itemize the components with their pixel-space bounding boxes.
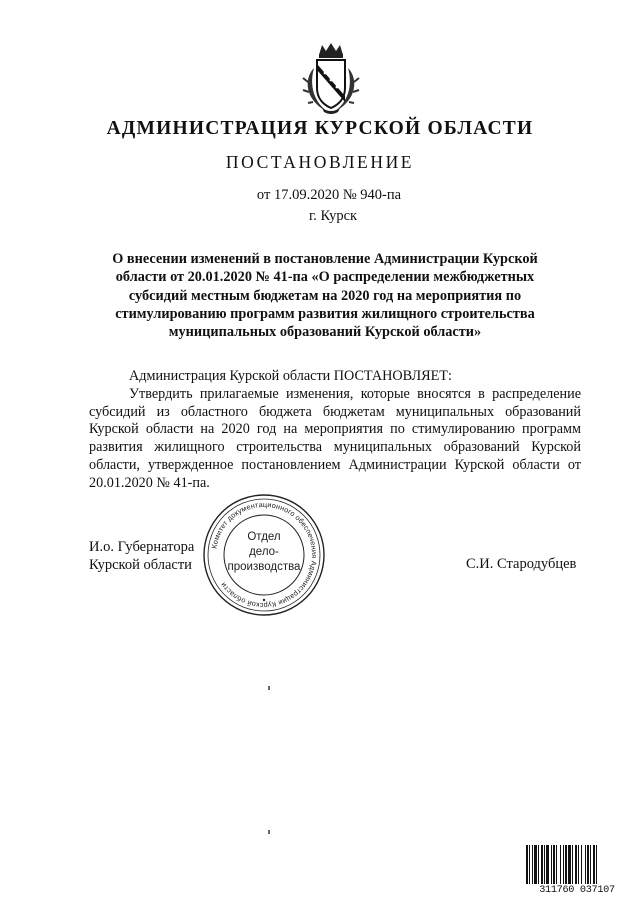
document-type: ПОСТАНОВЛЕНИЕ	[225, 152, 415, 172]
barcode-bar	[534, 845, 537, 885]
document-date-number: от 17.09.2020 № 940-па	[256, 187, 402, 203]
barcode-bar	[590, 845, 591, 885]
scan-mark	[268, 686, 270, 690]
signatory-position-line: И.о. Губернатора	[89, 539, 195, 555]
barcode-bar	[560, 845, 561, 885]
barcode-number: 311760 037107	[524, 884, 630, 897]
body-paragraph-main: Утвердить прилагаемые изменения, которые вносятся в распределение субсидий из областного бюджета бюджетам муниципальных образований Курской области на 2020 год на мероприятия по стимулированию программ развития жилищного строительства муниципальных образований Курской области, утвержденное постановлением Администрации Курской области от 20.01.2020 № 41-па.	[89, 385, 581, 491]
title-line: муниципальных образований Курской области»	[168, 324, 482, 341]
stamp-center-line: производства	[227, 561, 301, 573]
stamp-center-line: дело-	[249, 546, 279, 558]
barcode-bar	[572, 845, 573, 885]
barcode-bar	[593, 845, 595, 885]
barcode-bar	[563, 845, 564, 885]
barcode-bar	[546, 845, 549, 885]
barcode-bar	[553, 845, 555, 885]
document-city: г. Курск	[308, 208, 358, 224]
barcode-bar	[578, 845, 579, 885]
barcode-bar	[556, 845, 557, 885]
barcode-bar	[585, 845, 586, 885]
barcode-bar	[541, 845, 543, 885]
scan-mark	[268, 830, 270, 834]
signatory-name: С.И. Стародубцев	[466, 556, 577, 572]
barcode-bar	[581, 845, 582, 885]
title-line: О внесении изменений в постановление Администрации Курской	[112, 251, 538, 267]
coat-of-arms-emblem	[300, 42, 362, 116]
barcode-bar	[544, 845, 545, 885]
document-title	[98, 250, 552, 341]
body-paragraph-resolution: Администрация Курской области ПОСТАНОВЛЯЕТ:	[129, 368, 452, 384]
barcode-bar	[596, 845, 597, 885]
barcode-bar	[538, 845, 539, 885]
stamp-ring-text: Комитет документационного обеспечения Администрации Курской области	[209, 499, 320, 611]
barcode-bar	[568, 845, 571, 885]
signatory-position	[89, 538, 194, 574]
organization-name: АДМИНИСТРАЦИЯ КУРСКОЙ ОБЛАСТИ	[106, 118, 534, 139]
barcode-bar	[565, 845, 567, 885]
barcode-bar	[575, 845, 577, 885]
barcode-bar	[587, 845, 589, 885]
title-line: области от 20.01.2020 № 41-па «О распределении межбюджетных	[115, 269, 535, 286]
barcode-bar	[551, 845, 552, 885]
document-body	[89, 368, 581, 493]
signatory-position-line: Курской области	[89, 557, 192, 573]
barcode-bar	[526, 845, 528, 885]
title-line: субсидий местным бюджетам на 2020 год на мероприятия по	[128, 287, 522, 304]
stamp-center-line: Отдел	[247, 531, 281, 543]
barcode-bar	[529, 845, 530, 885]
barcode-bar	[532, 845, 533, 885]
official-stamp	[201, 492, 327, 618]
title-line: стимулированию программ развития жилищного строительства	[115, 305, 535, 322]
